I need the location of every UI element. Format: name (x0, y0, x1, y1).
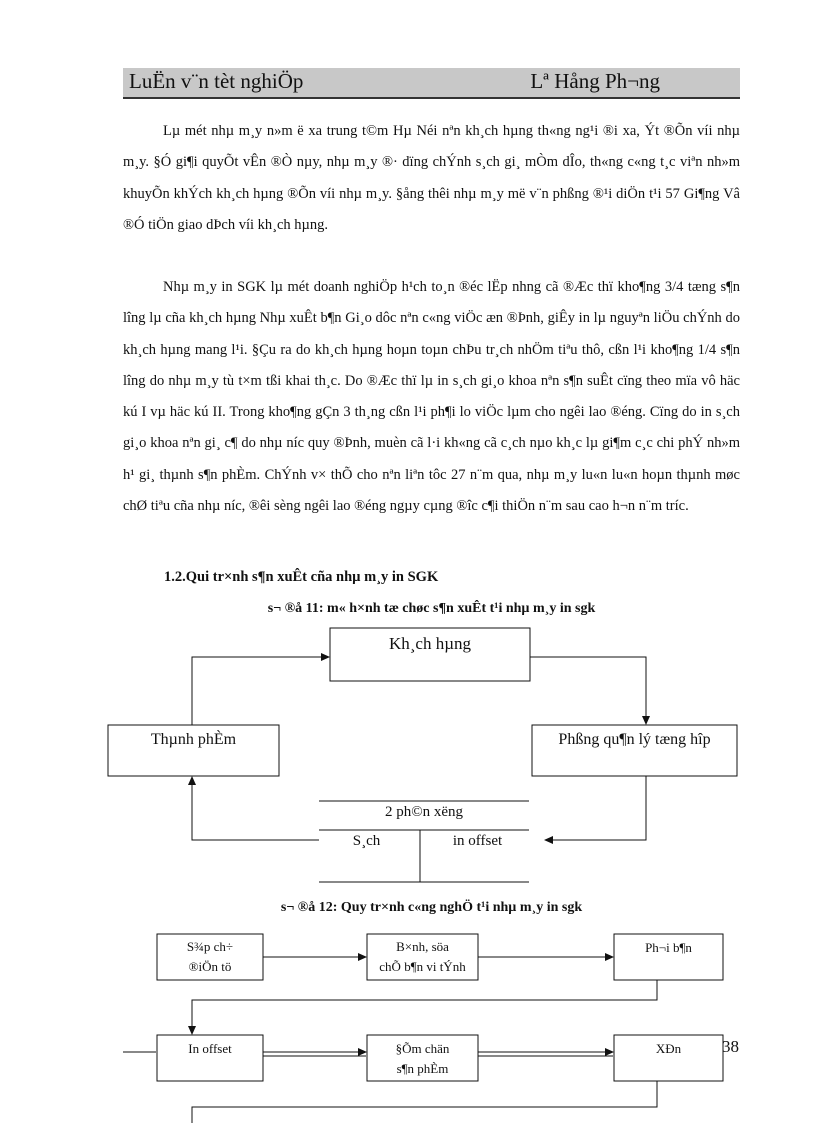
header-author: Lª Hång Ph¬ng (530, 69, 660, 93)
paragraph-2: Nhµ m¸y in SGK lµ mét doanh nghiÖp h¹ch to¸n ®éc lËp nhng cã ®Æc thï kho¶ng 3/4 tæng s¶n lîng lµ cña kh¸ch hµng Nhµ xuÊt b¶n Gi¸o dôc nªn c«ng viÖc æn ®Þnh, giÊy in lµ nguyªn liÖu chÝnh do kh¸ch hµng mang l¹i. §Çu ra do kh¸ch hµng hoµn toµn chÞu tr¸ch nhÖm tiªu thô, cßn l¹i kho¶ng 1/4 s¶n lîng do nhµ m¸y tù t×m tßi khai th¸c. Do ®Æc thï lµ in s¸ch gi¸o khoa nªn s¶n suÊt cïng theo mïa vô häc kú I vµ häc kú II. Trong kho¶ng gÇn 3 th¸ng cßn l¹i ph¶i lo viÖc lµm cho ngêi lao ®éng. Cïng do in s¸ch gi¸o khoa nªn gi¸ c¶ do nhµ níc quy ®Þnh, muèn cã l·i kh«ng cã c¸ch nµo kh¸c lµ gi¶m c¸c chi phÝ nh»m h¹ gi¸ thµnh s¶n phÈm. ChÝnh v× thÕ cho nªn liªn tôc 27 n¨m qua, nhµ m¸y lu«n lu«n hoµn thµnh møc chØ tiªu cña nhµ níc, ®êi sèng ngêi lao ®éng ngµy cµng ®îc c¶i thiÖn n¨m sau cao h¬n n¨m tríc. (123, 279, 740, 515)
step5-line1: §Õm chän (395, 1041, 450, 1056)
step5-line2: s¶n phÈm (396, 1061, 449, 1076)
section-heading: 1.2.Qui tr×nh s¶n xuÊt cña nhµ m¸y in SGK (164, 569, 439, 585)
step6-label: XÐn (655, 1041, 682, 1056)
step2-label (367, 937, 478, 977)
step5-label (367, 1039, 478, 1079)
management-label: Phßng qu¶n lý tæng hîp (558, 731, 711, 748)
step2-line2: chÕ b¶n vi tÝnh (379, 959, 466, 974)
customers-label: Kh¸ch hµng (388, 634, 472, 653)
workshops-title: 2 ph©n xëng (384, 804, 464, 820)
step2-line1: B×nh, söa (396, 939, 449, 954)
diagram-12-caption: s¬ ®å 12: Quy tr×nh c«ng nghÖ t¹i nhµ m¸y in sgk (280, 900, 583, 915)
step3-label: Ph¬i b¶n (645, 940, 692, 955)
diagram-11-caption: s¬ ®å 11: m« h×nh tæ chøc s¶n xuÊt t¹i nhµ m¸y in sgk (267, 601, 596, 616)
step1-line2: ®iÖn tö (188, 959, 232, 974)
workshop-offset: in offset (452, 833, 503, 849)
page-number: 38 (722, 1037, 739, 1056)
step4-label: In offset (188, 1041, 232, 1056)
products-label: Thµnh phÈm (150, 731, 237, 748)
header-thesis-title: LuËn v¨n tèt nghiÖp (129, 69, 304, 93)
paragraph-1: Lµ mét nhµ m¸y n»m ë xa trung t©m Hµ Néi nªn kh¸ch hµng th«ng ng¹i ®i xa, Ýt ®Õn víi nhµ m¸y. §Ó gi¶i quyÕt vÊn ®Ò nµy, nhµ m¸y ®· dïng chÝnh s¸ch gi¸ mÒm dÎo, th«ng c«ng t¸c viªn nh»m khuyÕn khÝch kh¸ch hµng ®Õn víi nhµ m¸y. §ång thêi nhµ m¸y më v¨n phßng ®¹i diÖn t¹i 57 Gi¶ng Vâ ®Ó tiÖn giao dÞch víi kh¸ch hµng. (123, 123, 740, 233)
workshop-books: S¸ch (352, 833, 381, 849)
step1-line1: S¾p ch÷ (186, 939, 234, 954)
step1-label (157, 937, 263, 977)
